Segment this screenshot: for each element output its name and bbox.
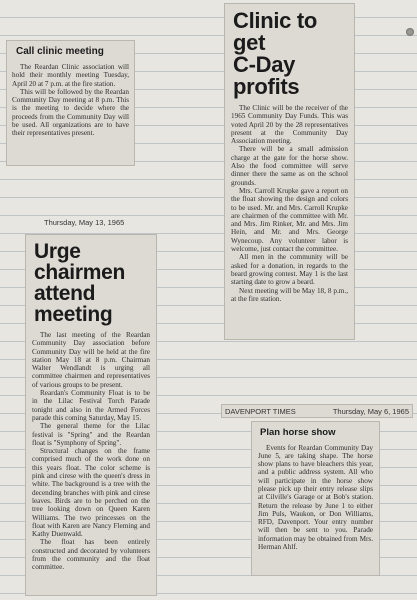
headline-line: Urge chairmen [34,240,125,284]
clipping-paragraph: The last meeting of the Reardan Community Day association before Community Day will be held at the fire station May 18 at 8 p.m. Chairman Walter Wendlandt is urging all committee chairmen and representatives of various groups to be present. [32,331,150,389]
clipping-paragraph: Events for Reardan Community Day June 5, are taking shape. The horse show plans to have bleachers this year, and a public address system. All who will participate in the horse show please pick up their entry release slips at Cilville's Garage or at Bob's station. Return the release by June 1 to either Jim Puls, Waukon, or Don Williams, RFD, Davenport. Your entry number will then be sent to you. Parade information may be obtained from Mrs. Herman Ahlf. [258,443,373,552]
clipping-paragraph: Next meeting will be May 18, 8 p.m., at the fire station. [231,286,348,303]
clipping-dateline: Thursday, May 13, 1965 [44,218,125,227]
clipping-paragraph: This will be followed by the Reardan Community Day meeting at 8 p.m. This is the meeting to decide where the proceeds from the Community Day will be used. All organizations are to have their representatives present. [12,87,129,138]
clipping-dateline: Thursday, May 6, 1965 [332,407,409,416]
binder-hole [406,28,414,36]
clipping-clinic-to-get-c-day-profits [225,4,354,339]
clipping-paragraph: All men in the community will be asked for a donation, in regards to the beard growing contest. May 1 is the last starting date to grow a beard. [231,253,348,287]
clipping-paragraph: Reardan's Community Float is to be in the Lilac Festival Torch Parade tonight and also in the Armed Forces parade this coming Saturday, May 15. [32,389,150,422]
clipping-paragraph: The Reardan Clinic association will hold their monthly meeting Tuesday, April 20 at 7 p.m. at the fire station. [12,63,129,88]
headline-line: attend meeting [34,282,113,326]
clipping-headline: Call clinic meeting [16,46,104,57]
headline-line: Clinic to get [233,8,318,55]
clipping-paragraph: Structural changes on the frame comprised much of the work done on this years float. The color scheme is pink and cirese with the queen's dress in white. The background is a tree with the decending branches with pink and cirese leaves. Birds are to be perched on the tree looking down on Queen Karen Williams. The two princesses on the float with Karen are Nancy Fleming and Kathy Duenwald. [32,447,150,539]
clipping-masthead [222,405,412,417]
newspaper-name: DAVENPORT TIMES [225,407,296,416]
clipping-headline [233,10,348,98]
clipping-headline [34,241,150,325]
clipping-paragraph: The Clinic will be the receiver of the 1965 Community Day Funds. This was voted April 20 by the 28 representatives present at the Community Day Association meeting. [231,104,348,146]
clipping-plan-horse-show [252,422,379,575]
clipping-headline: Plan horse show [260,427,336,438]
clipping-paragraph: There will be a small admission charge at the gate for the horse show. Also the food committee will serve dinner there the same as on the school grounds. [231,145,348,187]
clipping-urge-chairmen-attend-meeting [26,235,156,595]
clipping-paragraph: Mrs. Carroll Krupke gave a report on the float showing the design and colors to be used. Mr. and Mrs. Carroll Krupke are chairmen of the committee with Mr. and Mrs. Jim Rinker, Mr. and Mrs. Jim Hein, and Mr. and Mrs. George Wynecoup. Any volunteer labor is welcome, just contact the committee. [231,186,348,254]
headline-line: C-Day profits [233,52,300,99]
clipping-paragraph: The float has been entirely constructed and decorated by volunteers from the community and the float committee. [32,538,150,572]
clipping-paragraph: The general theme for the Lilac festival is "Spring" and the Reardan float is "Symphony of Spring". [32,422,150,447]
clipping-call-clinic-meeting [7,41,134,165]
